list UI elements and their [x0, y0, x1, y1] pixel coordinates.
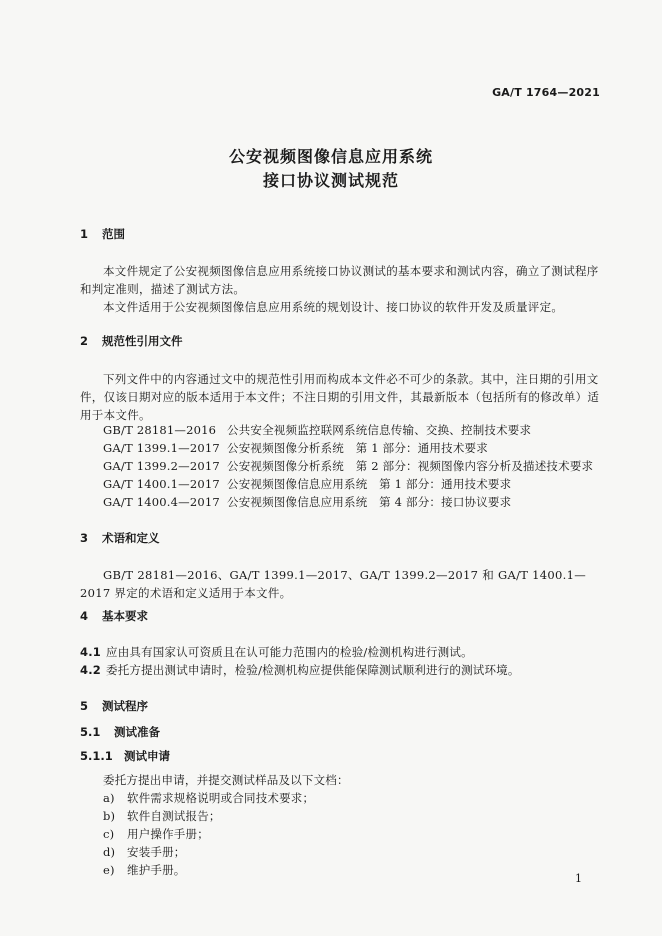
- section-2-heading: [80, 333, 183, 349]
- section-5-heading: [80, 698, 148, 714]
- application-intro: 委托方提出申请，并提交测试样品及以下文档：: [103, 773, 349, 787]
- reference-name: 公安视频图像信息应用系统 第 1 部分：通用技术要求: [227, 477, 512, 491]
- list-item-text: 软件需求规格说明或合同技术要求；: [127, 791, 315, 805]
- section-3-heading: [80, 530, 160, 546]
- list-item-text: 安装手册；: [127, 845, 186, 859]
- section-3-number: 3: [80, 531, 89, 545]
- reference-item: [103, 440, 488, 456]
- section-4-number: 4: [80, 609, 89, 623]
- section-2-title: 规范性引用文件: [102, 334, 183, 348]
- list-item-marker: a): [103, 791, 115, 805]
- subsection-5-1-1-title: 测试申请: [124, 749, 170, 763]
- section-2-paragraph-1: 下列文件中的内容通过文中的规范性引用而构成本文件必不可少的条款。其中，注日期的引用文件，仅该日期对应的版本适用于本文件；不注日期的引用文件，其最新版本（包括所有的修改单）适用于本文件。: [80, 372, 600, 422]
- list-item: [103, 862, 186, 878]
- requirement-text: 委托方提出测试申请时，检验/检测机构应提供能保障测试顺利进行的测试环境。: [106, 663, 520, 677]
- reference-code: GB/T 28181—2016: [103, 423, 217, 437]
- subsection-5-1-title: 测试准备: [114, 725, 160, 739]
- section-2-number: 2: [80, 334, 89, 348]
- section-3-title: 术语和定义: [102, 531, 160, 545]
- list-item-marker: e): [103, 863, 115, 877]
- reference-code: GA/T 1400.4—2017: [103, 495, 220, 509]
- section-5-number: 5: [80, 699, 89, 713]
- standard-code: GA/T 1764—2021: [492, 86, 600, 99]
- section-1-paragraph-1: 本文件规定了公安视频图像信息应用系统接口协议测试的基本要求和测试内容，确立了测试程序和判定准则，描述了测试方法。: [80, 264, 599, 296]
- requirement-number: 4.1: [80, 645, 101, 659]
- section-1-heading: [80, 226, 125, 242]
- section-4-title: 基本要求: [102, 609, 148, 623]
- subsection-5-1-1-number: 5.1.1: [80, 749, 113, 763]
- list-item-marker: c): [103, 827, 115, 841]
- list-item: [103, 826, 209, 842]
- reference-item: [103, 476, 511, 492]
- list-item: [103, 790, 314, 806]
- section-3-paragraph-1: GB/T 28181—2016、GA/T 1399.1—2017、GA/T 1399.2—2017 和 GA/T 1400.1—2017 界定的术语和定义适用于本文件。: [80, 568, 587, 600]
- list-item-marker: b): [103, 809, 116, 823]
- subsection-5-1-1-heading: [80, 748, 170, 764]
- subsection-5-1-number: 5.1: [80, 725, 101, 739]
- requirement-item: [80, 662, 520, 678]
- reference-code: GA/T 1399.1—2017: [103, 441, 220, 455]
- requirement-item: [80, 644, 473, 660]
- section-1-number: 1: [80, 227, 89, 241]
- section-1-title: 范围: [102, 227, 125, 241]
- list-item-text: 维护手册。: [127, 863, 186, 877]
- reference-code: GA/T 1400.1—2017: [103, 477, 220, 491]
- section-5-title: 测试程序: [102, 699, 148, 713]
- page-number: 1: [575, 872, 582, 885]
- list-item-text: 软件自测试报告；: [127, 809, 221, 823]
- subsection-5-1-heading: [80, 724, 160, 740]
- reference-item: [103, 458, 593, 474]
- document-title-line2: 接口协议测试规范: [262, 171, 399, 190]
- section-4-heading: [80, 608, 148, 624]
- reference-name: 公共安全视频监控联网系统信息传输、交换、控制技术要求: [227, 423, 532, 437]
- reference-name: 公安视频图像分析系统 第 2 部分：视频图像内容分析及描述技术要求: [227, 459, 594, 473]
- reference-code: GA/T 1399.2—2017: [103, 459, 220, 473]
- requirement-text: 应由具有国家认可资质且在认可能力范围内的检验/检测机构进行测试。: [106, 645, 473, 659]
- list-item: [103, 844, 186, 860]
- document-title-line1: 公安视频图像信息应用系统: [228, 147, 433, 166]
- reference-name: 公安视频图像信息应用系统 第 4 部分：接口协议要求: [227, 495, 512, 509]
- section-1-paragraph-2: 本文件适用于公安视频图像信息应用系统的规划设计、接口协议的软件开发及质量评定。: [103, 300, 564, 314]
- requirement-number: 4.2: [80, 663, 101, 677]
- list-item: [103, 808, 221, 824]
- list-item-marker: d): [103, 845, 116, 859]
- reference-item: [103, 494, 511, 510]
- list-item-text: 用户操作手册；: [127, 827, 209, 841]
- reference-name: 公安视频图像分析系统 第 1 部分：通用技术要求: [227, 441, 488, 455]
- reference-item: [103, 422, 531, 438]
